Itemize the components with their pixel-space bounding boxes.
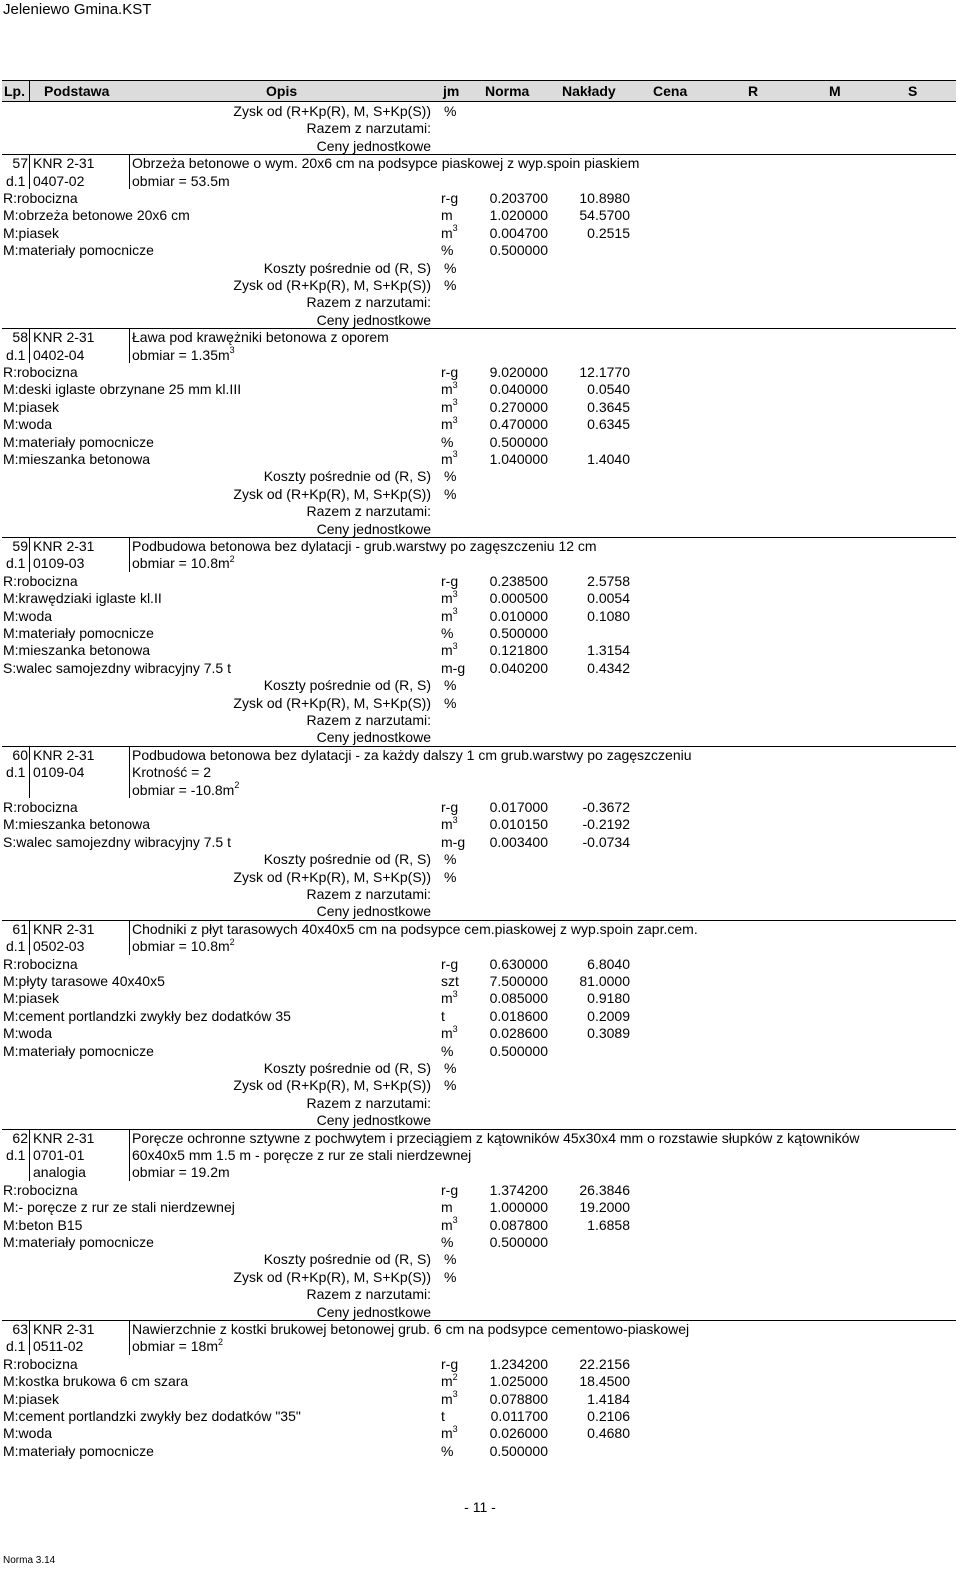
resource-naklady: 0.4342 (587, 659, 630, 676)
resource-name: M:woda (3, 607, 53, 624)
resource-norma: 0.004700 (489, 224, 548, 241)
summary-pct: % (444, 277, 457, 293)
resource-unit: $m^3$ (441, 1423, 458, 1442)
position-sub: d.1 (6, 346, 26, 363)
resource-name: M:materiały pomocnicze (3, 242, 154, 259)
cell-border (29, 1320, 30, 1355)
resource-unit: $m^3$ (441, 988, 458, 1007)
resource-name: M:mieszanka betonowa (3, 642, 151, 659)
resource-name: R:robocizna (3, 1355, 78, 1372)
resource-unit: r-g (441, 190, 459, 206)
position-sub: d.1 (6, 764, 26, 781)
resource-naklady: 0.1080 (587, 607, 630, 624)
resource-naklady: 18.4500 (579, 1373, 630, 1390)
position-basis: KNR 2-31 (33, 1129, 95, 1146)
resource-unit: szt (441, 973, 459, 989)
resource-unit: t (441, 1007, 445, 1024)
resource-norma: 0.500000 (489, 433, 548, 450)
summary-zysk: Zysk od (R+Kp(R), M, S+Kp(S)) (233, 1077, 431, 1094)
col-podstawa: Podstawa (44, 83, 110, 99)
position-sub: d.1 (6, 555, 26, 572)
col-lp: Lp. (4, 83, 25, 99)
col-norma: Norma (485, 83, 530, 99)
summary-pct: % (444, 468, 457, 485)
summary-pct: % (444, 1077, 457, 1094)
resource-naklady: 26.3846 (579, 1181, 630, 1198)
resource-name: M:woda (3, 1425, 53, 1442)
resource-naklady: 12.1770 (579, 364, 630, 380)
col-jm: jm (443, 83, 460, 99)
resource-norma: 1.025000 (489, 1373, 548, 1390)
resource-name: M:obrzeża betonowe 20x6 cm (3, 207, 190, 224)
position-basis: 0511-02 (33, 1338, 84, 1355)
resource-norma: 1.040000 (489, 451, 548, 467)
resource-naklady: 0.9180 (587, 990, 630, 1007)
resource-unit: $m^2$ (441, 1371, 458, 1390)
position-sub: d.1 (6, 938, 26, 955)
summary-ceny: Ceny jednostkowe (316, 311, 431, 328)
position-description: obmiar = 19.2m (132, 1164, 230, 1181)
summary-zysk: Zysk od (R+Kp(R), M, S+Kp(S)) (233, 694, 431, 711)
position-number: 61 (12, 920, 28, 937)
page-number: - 11 - (464, 1499, 496, 1515)
position-description: Chodniki z płyt tarasowych 40x40x5 cm na podsypce cem.piaskowej z wyp.spoin zapr.cem. (132, 920, 698, 937)
position-basis: 0109-04 (33, 764, 85, 781)
summary-ceny: Ceny jednostkowe (316, 137, 431, 154)
position-number: 60 (12, 746, 28, 763)
resource-unit: m (441, 1199, 453, 1216)
resource-unit: m-g (441, 659, 466, 676)
resource-naklady: 0.0054 (587, 590, 630, 607)
resource-norma: 7.500000 (489, 973, 548, 989)
col-opis: Opis (266, 83, 298, 99)
resource-norma: 0.500000 (489, 1042, 548, 1059)
resource-name: M:materiały pomocnicze (3, 1442, 154, 1459)
position-basis: KNR 2-31 (33, 538, 95, 554)
resource-unit: % (441, 1234, 454, 1250)
summary-koszty: Koszty pośrednie od (R, S) (263, 851, 431, 868)
position-number: 58 (12, 329, 28, 346)
resource-norma: 0.500000 (489, 1442, 548, 1459)
summary-koszty: Koszty pośrednie od (R, S) (263, 1060, 431, 1076)
summary-pct: % (444, 1060, 457, 1076)
summary-pct: % (444, 103, 457, 119)
summary-zysk: Zysk od (R+Kp(R), M, S+Kp(S)) (233, 485, 431, 502)
resource-naklady: 81.0000 (579, 973, 630, 989)
resource-name: M:kostka brukowa 6 cm szara (3, 1373, 189, 1390)
resource-norma: 1.000000 (489, 1199, 548, 1216)
resource-norma: 0.010150 (489, 816, 548, 833)
resource-unit: m (441, 207, 453, 224)
position-description: obmiar = $18m^2$ (132, 1336, 223, 1355)
resource-norma: 0.270000 (489, 398, 548, 415)
resource-norma: 0.011700 (490, 1408, 548, 1424)
position-basis: KNR 2-31 (33, 155, 95, 172)
position-basis: analogia (33, 1164, 86, 1181)
resource-name: M:materiały pomocnicze (3, 625, 154, 641)
summary-zysk: Zysk od (R+Kp(R), M, S+Kp(S)) (233, 277, 431, 293)
position-basis: KNR 2-31 (33, 329, 95, 346)
resource-name: R:robocizna (3, 364, 78, 380)
summary-pct: % (444, 259, 457, 276)
position-description: obmiar = $10.8m^2$ (132, 553, 235, 572)
summary-koszty: Koszty pośrednie od (R, S) (263, 677, 431, 694)
resource-naklady: 2.5758 (587, 572, 630, 589)
cell-border (129, 1129, 130, 1181)
position-basis: 0407-02 (33, 172, 85, 189)
position-basis: KNR 2-31 (33, 1321, 95, 1337)
resource-unit: $m^3$ (441, 414, 458, 433)
resource-name: R:robocizna (3, 955, 78, 972)
resource-name: M:mieszanka betonowa (3, 451, 151, 467)
col-cena: Cena (653, 83, 688, 99)
resource-name: M:- poręcze z rur ze stali nierdzewnej (3, 1199, 235, 1216)
resource-name: R:robocizna (3, 1181, 78, 1198)
position-basis: KNR 2-31 (33, 920, 95, 937)
resource-naklady: -0.2192 (582, 816, 630, 833)
resource-norma: 0.121800 (489, 642, 548, 659)
position-basis: 0502-03 (33, 938, 85, 955)
resource-norma: 0.000500 (489, 590, 548, 607)
resource-norma: 0.026000 (489, 1425, 548, 1442)
position-sub: d.1 (6, 172, 26, 189)
resource-name: M:beton B15 (3, 1216, 83, 1233)
summary-razem: Razem z narzutami: (306, 503, 431, 520)
resource-norma: 0.040200 (489, 659, 548, 676)
summary-ceny: Ceny jednostkowe (316, 729, 431, 746)
resource-name: M:piasek (3, 398, 60, 415)
summary-koszty: Koszty pośrednie od (R, S) (263, 468, 431, 485)
resource-unit: r-g (441, 1181, 459, 1198)
resource-naklady: 22.2156 (579, 1355, 630, 1372)
summary-zysk: Zysk od (R+Kp(R), M, S+Kp(S)) (233, 103, 431, 119)
position-description: obmiar = $-10.8m^2$ (132, 779, 240, 798)
resource-norma: 0.003400 (489, 833, 548, 850)
resource-norma: 0.018600 (489, 1007, 548, 1024)
resource-naklady: 6.8040 (587, 955, 630, 972)
summary-pct: % (444, 1268, 457, 1285)
resource-naklady: -0.0734 (582, 833, 630, 850)
footer-note: Norma 3.14 (3, 1555, 56, 1566)
resource-norma: 0.500000 (489, 1234, 548, 1250)
resource-unit: $m^3$ (441, 640, 458, 659)
resource-unit: r-g (441, 955, 459, 972)
resource-name: S:walec samojezdny wibracyjny 7.5 t (3, 833, 231, 850)
position-number: 57 (12, 155, 28, 172)
summary-razem: Razem z narzutami: (306, 294, 431, 311)
position-description: obmiar = $1.35m^3$ (132, 344, 235, 363)
resource-name: M:materiały pomocnicze (3, 1042, 154, 1059)
resource-norma: 1.020000 (489, 207, 548, 224)
resource-unit: $m^3$ (441, 1023, 458, 1042)
summary-zysk: Zysk od (R+Kp(R), M, S+Kp(S)) (233, 1268, 431, 1285)
resource-naklady: 1.4040 (587, 451, 630, 467)
summary-pct: % (444, 851, 457, 868)
resource-name: M:płyty tarasowe 40x40x5 (3, 973, 165, 989)
resource-norma: 0.010000 (489, 607, 548, 624)
resource-unit: $m^3$ (441, 223, 458, 241)
resource-name: M:piasek (3, 990, 60, 1007)
resource-name: M:woda (3, 416, 53, 433)
cell-border (29, 537, 30, 572)
summary-razem: Razem z narzutami: (306, 886, 431, 902)
resource-naklady: 0.4680 (587, 1425, 630, 1442)
cell-border (29, 154, 30, 189)
resource-norma: 0.238500 (489, 572, 548, 589)
resource-norma: 0.017000 (489, 799, 548, 815)
resource-naklady: 10.8980 (579, 190, 630, 206)
resource-name: S:walec samojezdny wibracyjny 7.5 t (3, 659, 231, 676)
resource-unit: % (441, 625, 454, 641)
summary-zysk: Zysk od (R+Kp(R), M, S+Kp(S)) (233, 868, 431, 885)
position-basis: 0402-04 (33, 346, 85, 363)
resource-unit: $m^3$ (441, 814, 458, 833)
summary-razem: Razem z narzutami: (306, 712, 431, 728)
position-description: Podbudowa betonowa bez dylatacji - za każdy dalszy 1 cm grub.warstwy po zagęszczeniu (132, 746, 692, 763)
position-number: 63 (12, 1321, 28, 1337)
col-m: M (829, 83, 841, 99)
summary-razem: Razem z narzutami: (306, 120, 431, 137)
resource-norma: 9.020000 (489, 364, 548, 380)
resource-unit: $m^3$ (441, 397, 458, 415)
resource-naklady: 0.3089 (587, 1025, 630, 1042)
resource-naklady: 0.0540 (587, 381, 630, 398)
resource-name: M:materiały pomocnicze (3, 1234, 154, 1250)
cell-border (129, 920, 130, 955)
resource-name: M:cement portlandzki zwykły bez dodatków 35 (3, 1007, 291, 1024)
position-description: Podbudowa betonowa bez dylatacji - grub.warstwy po zagęszczeniu 12 cm (132, 538, 597, 554)
col-s: S (908, 83, 918, 99)
position-description: Obrzeża betonowe o wym. 20x6 cm na podsypce piaskowej z wyp.spoin piaskiem (132, 155, 640, 172)
resource-norma: 1.234200 (489, 1355, 548, 1372)
resource-norma: 0.500000 (489, 625, 548, 641)
resource-name: M:deski iglaste obrzynane 25 mm kl.III (3, 381, 242, 398)
resource-norma: 0.203700 (489, 190, 548, 206)
summary-ceny: Ceny jednostkowe (316, 903, 431, 920)
cell-border (29, 1129, 30, 1181)
resource-unit: $m^3$ (441, 605, 458, 624)
resource-naklady: 0.3645 (587, 398, 630, 415)
resource-norma: 0.028600 (489, 1025, 548, 1042)
resource-naklady: 54.5700 (579, 207, 630, 224)
resource-naklady: 1.6858 (587, 1216, 630, 1233)
resource-norma: 0.085000 (489, 990, 548, 1007)
cell-border (129, 1320, 130, 1355)
resource-name: M:piasek (3, 1390, 60, 1407)
cell-border (29, 920, 30, 955)
summary-ceny: Ceny jednostkowe (316, 1303, 431, 1320)
resource-name: R:robocizna (3, 572, 78, 589)
summary-ceny: Ceny jednostkowe (316, 1112, 431, 1129)
resource-naklady: 0.2106 (587, 1408, 630, 1424)
position-sub: d.1 (6, 1338, 26, 1355)
summary-pct: % (444, 868, 457, 885)
resource-unit: $m^3$ (441, 449, 458, 467)
resource-name: M:krawędziaki iglaste kl.II (3, 590, 162, 607)
resource-naklady: 0.2515 (587, 224, 630, 241)
resource-unit: r-g (441, 1355, 459, 1372)
cell-border (129, 746, 130, 798)
resource-unit: r-g (441, 364, 459, 380)
resource-unit: t (441, 1408, 445, 1424)
position-basis: 0701-01 (33, 1147, 85, 1163)
resource-name: M:piasek (3, 224, 60, 241)
position-basis: KNR 2-31 (33, 746, 95, 763)
resource-name: R:robocizna (3, 190, 78, 206)
position-number: 62 (12, 1129, 28, 1146)
position-description: Poręcze ochronne sztywne z pochwytem i przeciągiem z kątowników 45x30x4 mm o rozstawie słupków z kątowników (132, 1129, 860, 1146)
summary-pct: % (444, 694, 457, 711)
resource-naklady: 1.3154 (587, 642, 630, 659)
position-number: 59 (12, 538, 28, 554)
position-description: Nawierzchnie z kostki brukowej betonowej grub. 6 cm na podsypce cementowo-piaskowej (132, 1321, 690, 1337)
resource-unit: % (441, 433, 454, 450)
resource-name: M:cement portlandzki zwykły bez dodatków "35" (3, 1408, 301, 1424)
summary-koszty: Koszty pośrednie od (R, S) (263, 259, 431, 276)
summary-razem: Razem z narzutami: (306, 1094, 431, 1111)
summary-koszty: Koszty pośrednie od (R, S) (263, 1251, 431, 1268)
resource-naklady: 19.2000 (579, 1199, 630, 1216)
resource-unit: % (441, 242, 454, 259)
summary-razem: Razem z narzutami: (306, 1286, 431, 1303)
resource-norma: 0.078800 (489, 1390, 548, 1407)
resource-naklady: -0.3672 (582, 799, 630, 815)
resource-unit: $m^3$ (441, 1214, 458, 1233)
summary-pct: % (444, 677, 457, 694)
resource-name: M:mieszanka betonowa (3, 816, 151, 833)
summary-ceny: Ceny jednostkowe (316, 520, 431, 537)
resource-naklady: 1.4184 (587, 1390, 630, 1407)
resource-unit: $m^3$ (441, 379, 458, 398)
resource-name: M:woda (3, 1025, 53, 1042)
resource-unit: m-g (441, 833, 466, 850)
summary-pct: % (444, 1251, 457, 1268)
resource-name: R:robocizna (3, 799, 78, 815)
resource-unit: % (441, 1042, 454, 1059)
position-description: obmiar = 53.5m (132, 172, 230, 189)
resource-naklady: 0.6345 (587, 416, 630, 433)
document-title: Jeleniewo Gmina.KST (3, 1, 152, 18)
position-description: Krotność = 2 (132, 764, 211, 781)
resource-unit: $m^3$ (441, 1388, 458, 1407)
resource-norma: 0.470000 (489, 416, 548, 433)
col-naklady: Nakłady (562, 83, 616, 99)
position-basis: 0109-03 (33, 555, 85, 572)
resource-norma: 0.040000 (489, 381, 548, 398)
cell-border (129, 154, 130, 189)
resource-norma: 0.087800 (489, 1216, 548, 1233)
resource-unit: % (441, 1442, 454, 1459)
cell-border (129, 537, 130, 572)
cell-border (129, 328, 130, 363)
resource-norma: 0.500000 (489, 242, 548, 259)
resource-unit: $m^3$ (441, 588, 458, 607)
position-description: 60x40x5 mm 1.5 m - poręcze z rur ze stali nierdzewnej (132, 1147, 472, 1163)
position-description: Ława pod krawężniki betonowa z oporem (132, 329, 389, 346)
position-sub: d.1 (6, 1147, 26, 1163)
summary-pct: % (444, 485, 457, 502)
position-description: obmiar = $10.8m^2$ (132, 936, 235, 955)
col-r: R (748, 83, 759, 99)
resource-norma: 0.630000 (489, 955, 548, 972)
cell-border (29, 746, 30, 798)
resource-unit: r-g (441, 799, 459, 815)
resource-unit: r-g (441, 572, 459, 589)
resource-norma: 1.374200 (489, 1181, 548, 1198)
resource-naklady: 0.2009 (587, 1007, 630, 1024)
cell-border (29, 328, 30, 363)
resource-name: M:materiały pomocnicze (3, 433, 154, 450)
